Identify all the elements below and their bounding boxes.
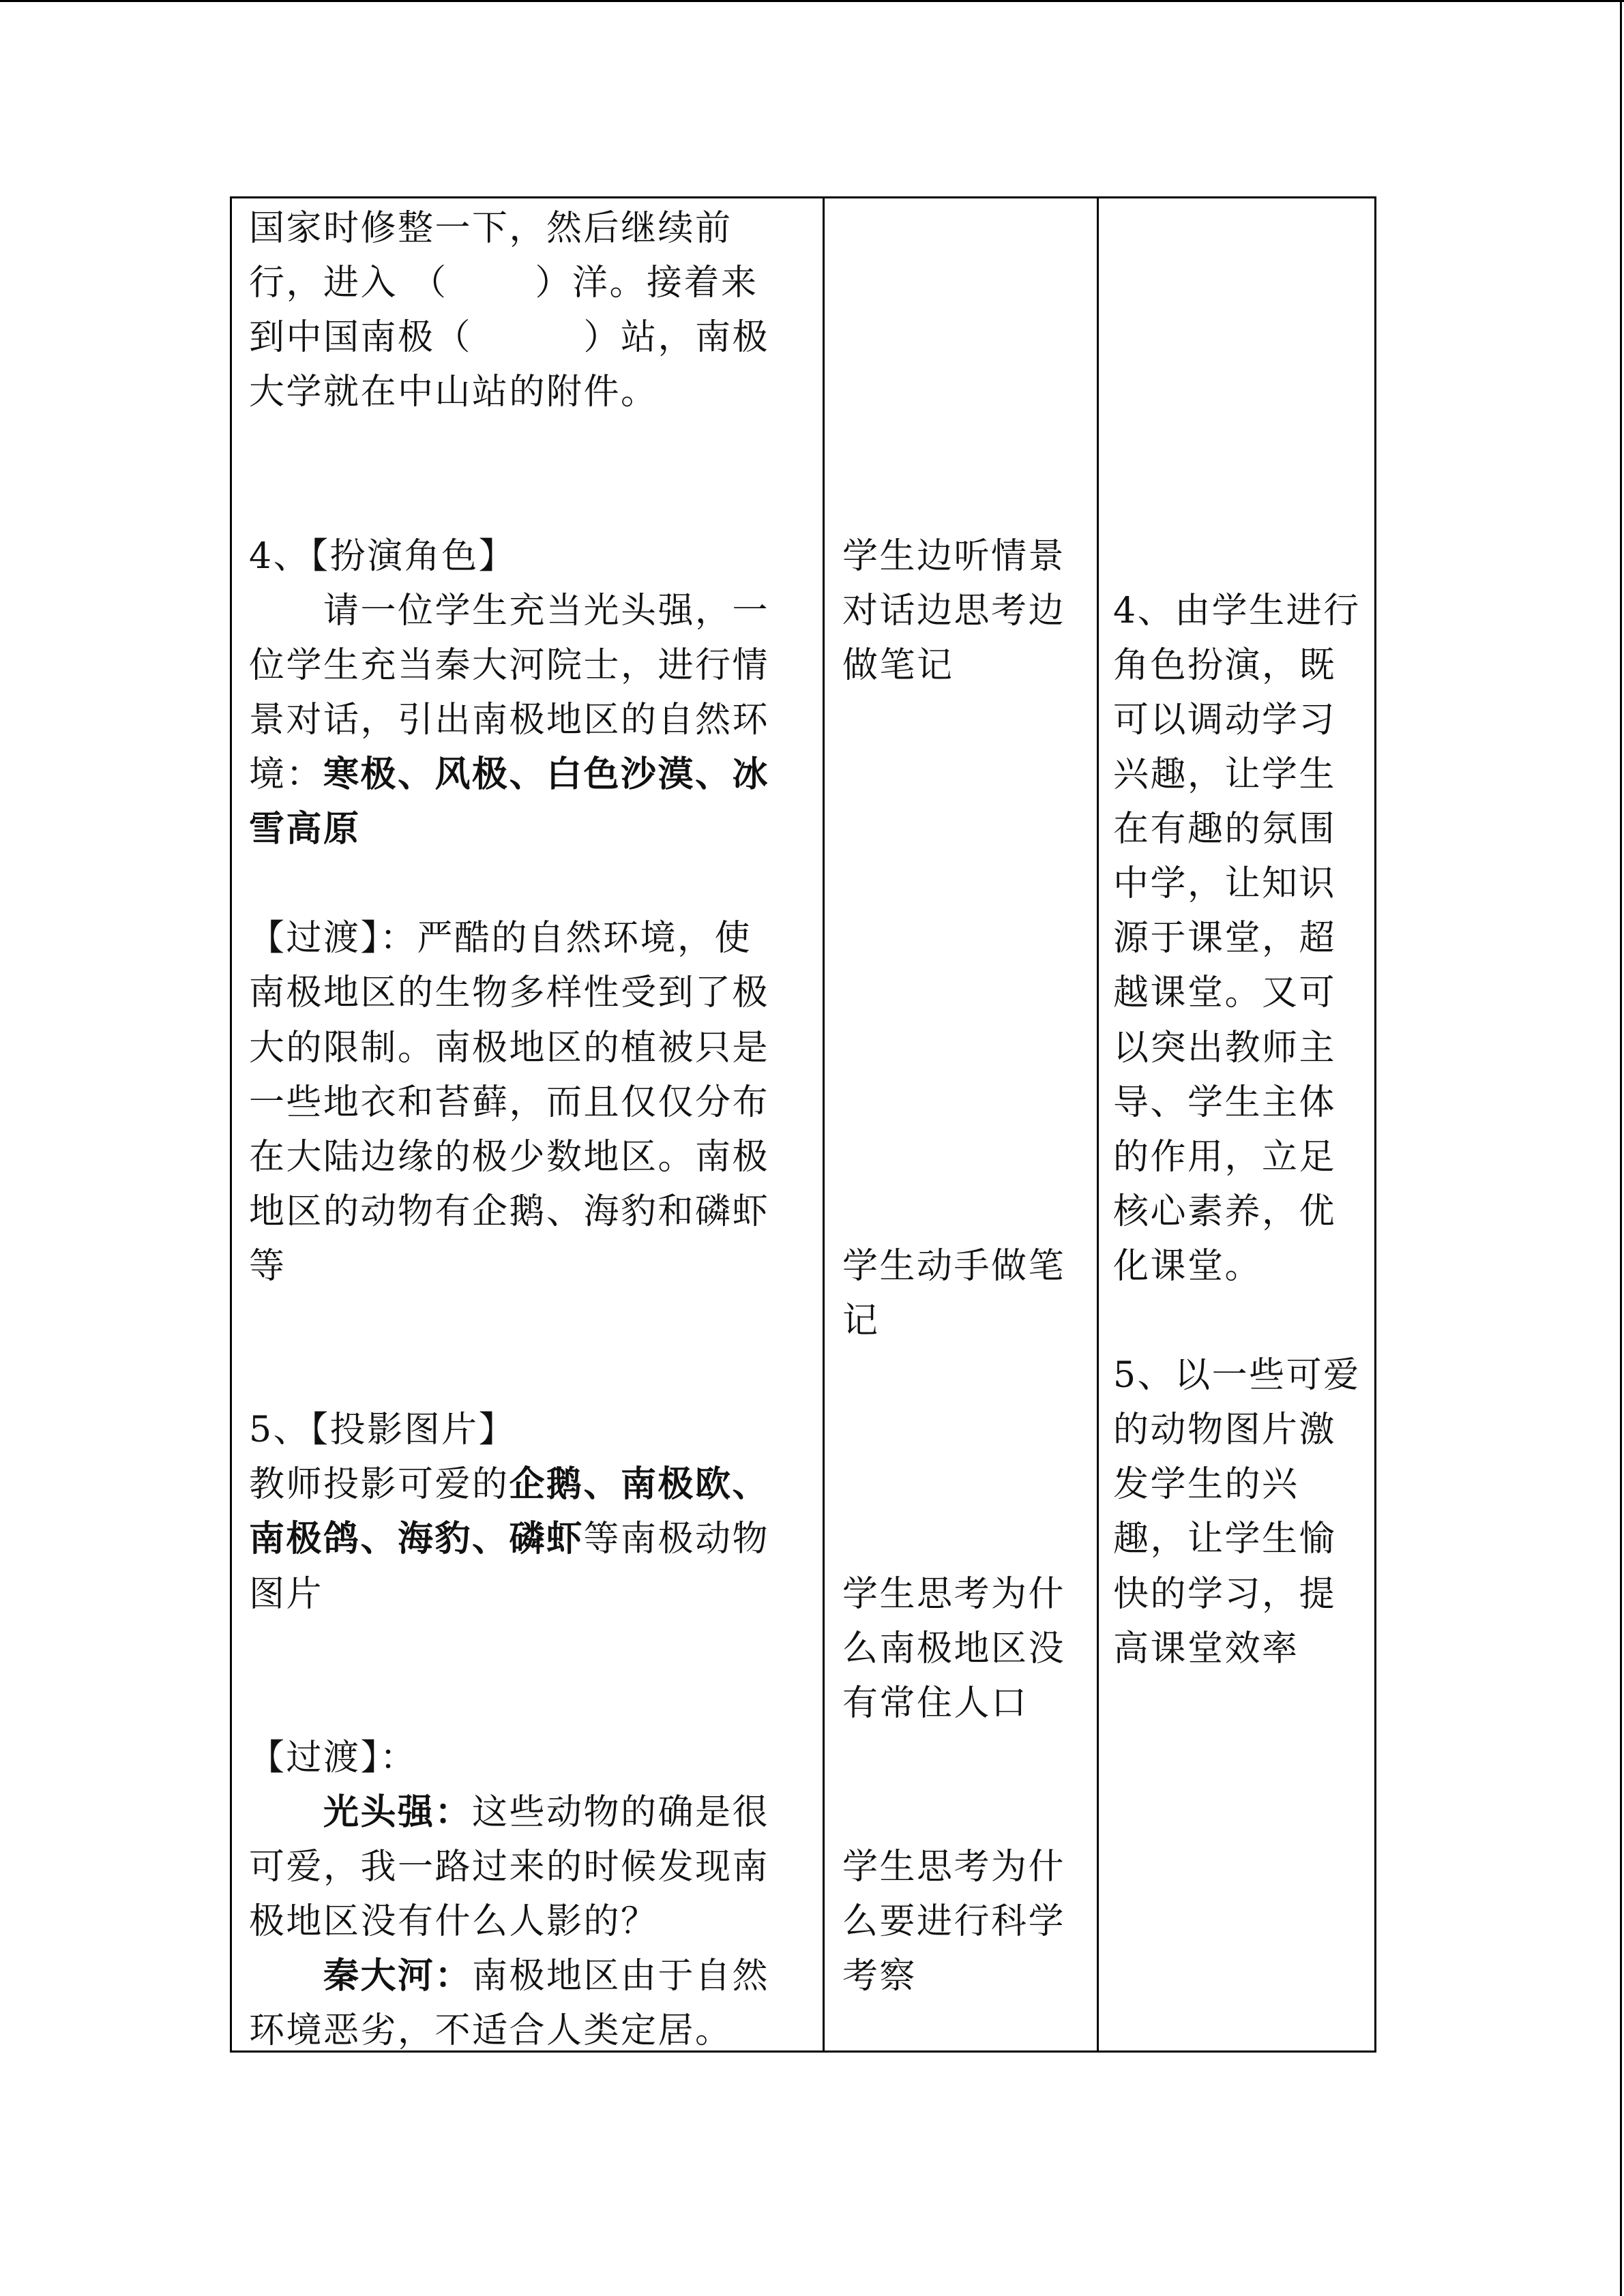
dialogue-line: 环境恶劣，不适合人类定居。	[249, 2010, 733, 2052]
teacher-activity-line: 南极地区的生物多样性受到了极	[249, 972, 770, 1014]
teacher-activity-line: 在大陆边缘的极少数地区。南极	[249, 1136, 770, 1178]
dialogue-line: 可爱，我一路过来的时候发现南	[249, 1847, 770, 1888]
student-activity-line: 学生思考为什	[842, 1573, 1066, 1615]
text-run: 这些动物的确是很	[472, 1791, 770, 1833]
design-intent-line: 趣，让学生愉	[1113, 1519, 1337, 1560]
design-intent-line: 在有趣的氛围	[1113, 809, 1337, 850]
design-intent-line: 中学，让知识	[1113, 863, 1337, 905]
teacher-activity-line: 到中国南极（ ）站，南极	[249, 317, 770, 359]
design-intent-line: 源于课堂，超	[1113, 918, 1337, 959]
student-activity-line: 考察	[842, 1956, 917, 1997]
dialogue-line	[323, 1791, 769, 1834]
teacher-activity-line	[249, 1517, 769, 1561]
design-intent-line: 4、由学生进行	[1113, 590, 1361, 631]
teacher-activity-cell	[232, 198, 825, 2051]
teacher-activity-line: 大的限制。南极地区的植被只是	[249, 1027, 770, 1069]
bold-keyword-line: 雪高原	[249, 808, 361, 850]
section-4-heading: 4、【扮演角色】	[249, 535, 516, 577]
bold-keyword: 企鹅、南极欧、	[509, 1463, 770, 1506]
design-intent-line: 核心素养，优	[1113, 1191, 1337, 1232]
design-intent-line: 的作用，立足	[1113, 1136, 1337, 1178]
teacher-activity-line: 地区的动物有企鹅、海豹和磷虾	[249, 1191, 770, 1232]
student-activity-line: 么要进行科学	[842, 1901, 1066, 1943]
dialogue-line	[323, 1954, 769, 1998]
speaker-name: 秦大河：	[323, 1955, 473, 1997]
page-edge-top-line	[0, 0, 1624, 2]
design-intent-line: 可以调动学习	[1113, 699, 1337, 741]
design-intent-line: 越课堂。又可	[1113, 972, 1337, 1014]
student-activity-line: 学生动手做笔	[842, 1245, 1066, 1287]
text-run: 境：	[249, 754, 324, 795]
lesson-plan-table	[230, 196, 1376, 2053]
student-activity-cell	[825, 198, 1099, 2051]
teacher-activity-line: 一些地衣和苔藓，而且仅仅分布	[249, 1082, 770, 1123]
design-intent-line: 的动物图片激	[1113, 1410, 1337, 1451]
teacher-activity-line: 位学生充当秦大河院士，进行情	[249, 644, 770, 686]
design-intent-line: 高课堂效率	[1113, 1628, 1299, 1669]
design-intent-line: 发学生的兴	[1113, 1464, 1299, 1506]
text-run: 等南极动物	[583, 1519, 770, 1560]
bold-keyword: 寒极、风极、白色沙漠、冰	[323, 754, 770, 795]
teacher-activity-line: 国家时修整一下，然后继续前	[249, 208, 733, 249]
student-activity-line: 记	[842, 1300, 880, 1341]
teacher-activity-line: 图片	[249, 1573, 324, 1615]
design-intent-line: 导、学生主体	[1113, 1082, 1337, 1123]
teacher-activity-line: 等	[249, 1245, 286, 1287]
teacher-activity-line: 景对话，引出南极地区的自然环	[249, 699, 770, 741]
design-intent-line: 角色扮演，既	[1113, 644, 1337, 686]
teacher-activity-line: 大学就在中山站的附件。	[249, 372, 658, 413]
design-intent-line: 快的学习，提	[1113, 1573, 1337, 1615]
design-intent-line: 化课堂。	[1113, 1245, 1263, 1287]
dialogue-line: 极地区没有什么人影的？	[249, 1901, 658, 1943]
student-activity-line: 么南极地区没	[842, 1628, 1066, 1669]
design-intent-line: 以突出教师主	[1113, 1027, 1337, 1069]
speaker-name: 光头强：	[323, 1791, 473, 1833]
transition-paragraph-line: 【过渡】：严酷的自然环境，使	[249, 918, 752, 959]
teacher-activity-line: 请一位学生充当光头强，一	[323, 590, 770, 631]
design-intent-line: 兴趣，让学生	[1113, 754, 1337, 795]
teacher-activity-line	[249, 1463, 769, 1506]
student-activity-line: 学生思考为什	[842, 1847, 1066, 1888]
teacher-activity-line	[249, 753, 769, 796]
section-5-heading: 5、【投影图片】	[249, 1410, 516, 1451]
student-activity-line: 学生边听情景	[842, 535, 1066, 577]
student-activity-line: 对话边思考边	[842, 590, 1066, 631]
student-activity-line: 有常住人口	[842, 1682, 1029, 1724]
design-intent-line: 5、以一些可爱	[1113, 1355, 1361, 1397]
design-intent-cell	[1099, 198, 1374, 2051]
transition-label: 【过渡】：	[249, 1737, 417, 1778]
text-run: 南极地区由于自然	[472, 1956, 770, 1997]
student-activity-line: 做笔记	[842, 644, 954, 686]
text-run: 教师投影可爱的	[249, 1464, 510, 1506]
page-edge-right-line	[1620, 0, 1622, 2296]
bold-keyword: 南极鸽、海豹、磷虾	[249, 1518, 584, 1560]
teacher-activity-line: 行，进入 （ ）洋。接着来	[249, 263, 758, 304]
